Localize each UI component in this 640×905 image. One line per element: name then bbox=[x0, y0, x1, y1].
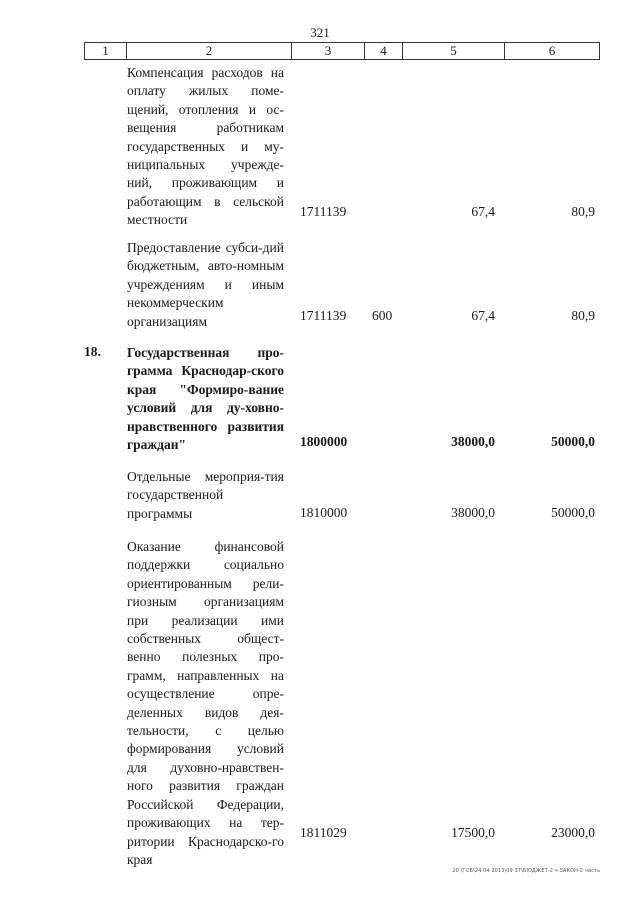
row-value-5: 38000,0 bbox=[451, 505, 495, 520]
row-code: 1711139 bbox=[300, 308, 347, 323]
row-value-5: 67,4 bbox=[471, 308, 495, 323]
row-value-6: 23000,0 bbox=[551, 825, 595, 840]
row-code: 1810000 bbox=[300, 505, 348, 520]
row-value-6: 50000,0 bbox=[551, 505, 595, 520]
row-code: 1800000 bbox=[300, 434, 348, 449]
row-value-5: 17500,0 bbox=[451, 825, 495, 840]
page-number: 321 bbox=[310, 25, 330, 40]
row-value-6: 80,9 bbox=[571, 308, 595, 323]
program-title: Государственная про-грамма Краснодар-ского края "Формиро-вание условий для ду-ховно-нравственного развития граждан" bbox=[127, 345, 284, 453]
column-header-1: 1 bbox=[85, 43, 127, 60]
column-header-2: 2 bbox=[127, 43, 292, 60]
row-value-6: 50000,0 bbox=[551, 434, 595, 449]
program-number: 18. bbox=[84, 344, 101, 359]
row-value-6: 80,9 bbox=[571, 204, 595, 219]
row-description: Предоставление субси-дий бюджетным, авто-номным учреждениям и иным некоммерческим организациям bbox=[127, 240, 284, 329]
column-header-6: 6 bbox=[505, 43, 600, 60]
column-header-5: 5 bbox=[403, 43, 505, 60]
row-description: Отдельные мероприя-тия государственной программы bbox=[127, 469, 284, 521]
row-code: 1811029 bbox=[300, 825, 347, 840]
row-code: 1711139 bbox=[300, 204, 347, 219]
row-value-5: 67,4 bbox=[471, 204, 495, 219]
column-header-table bbox=[84, 42, 600, 60]
footer-file-path: 20 \ГОБ\24 04 2013\09 37\БЮДЖЕТ-2 ч-ЗАКОН-2 часть bbox=[452, 868, 600, 874]
row-value-5: 38000,0 bbox=[451, 434, 495, 449]
row-vr: 600 bbox=[372, 308, 393, 323]
column-header-3: 3 bbox=[292, 43, 365, 60]
row-description: Компенсация расходов на оплату жилых поме-щений, отопления и ос-вещения работникам государственных и му-ниципальных учрежде-ний, проживающим и работающим в сельской местности bbox=[127, 65, 284, 228]
column-header-4: 4 bbox=[365, 43, 403, 60]
row-description: Оказание финансовой поддержки социально ориентированным рели-гиозным организациям при реализации ими собственных общест-венно полезных про-грамм, направленных на осуществление опре-деленных видов дея-тельности, с целью формирования условий для духовно-нравствен-ного развития граждан Российской Федерации, проживающих на тер-ритории Краснодарско-го края bbox=[127, 539, 284, 867]
